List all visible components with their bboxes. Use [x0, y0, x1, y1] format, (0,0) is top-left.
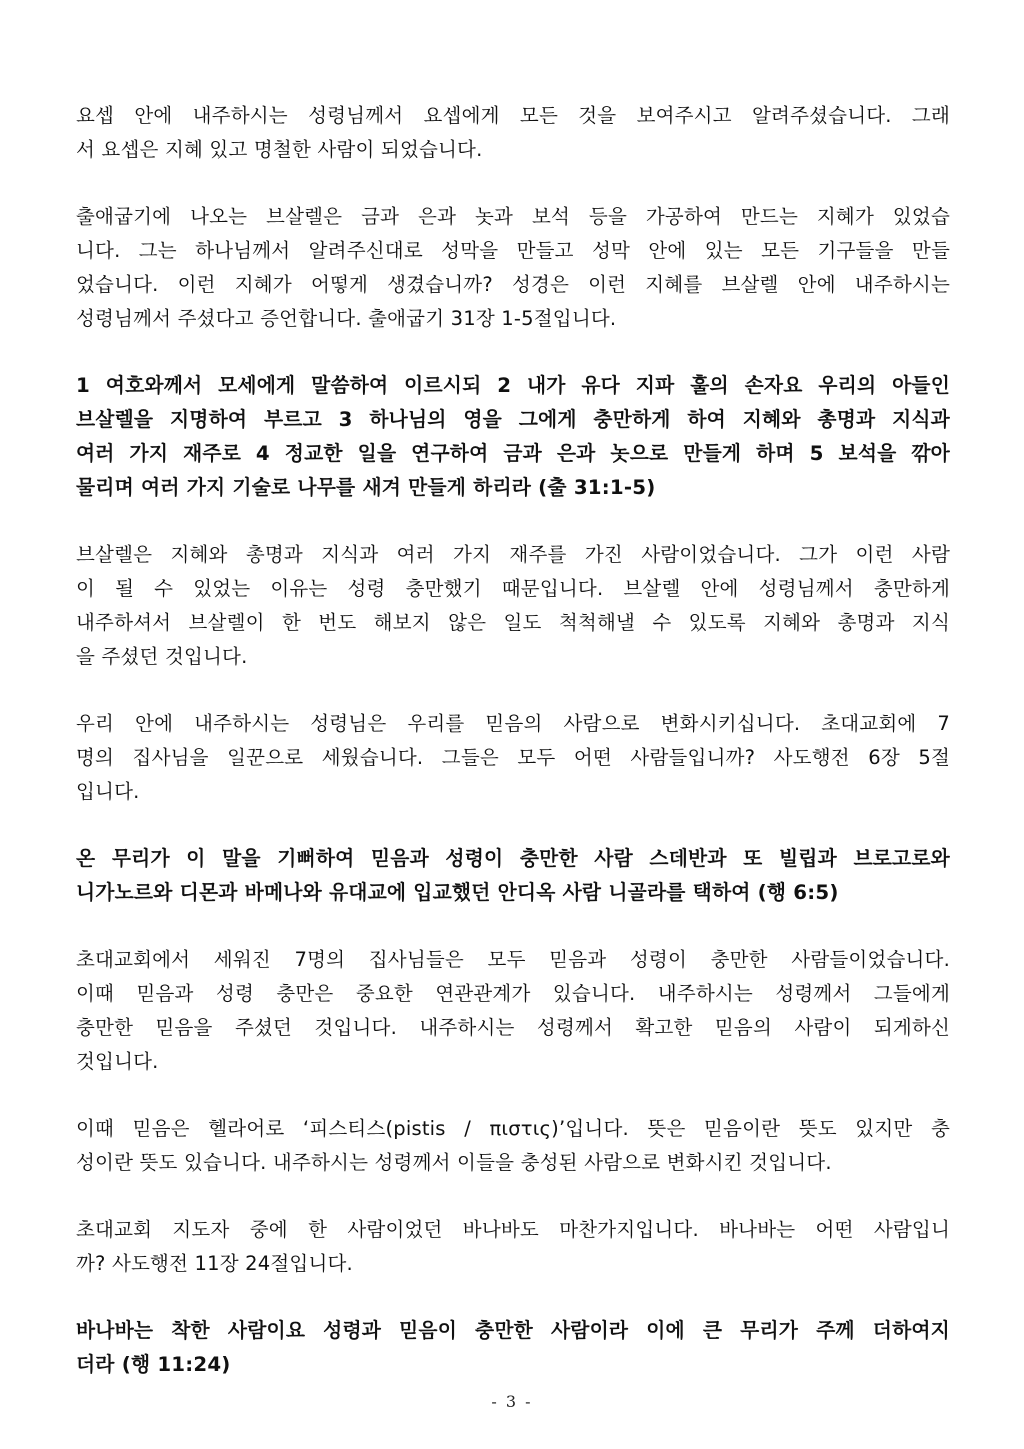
- text-line: 이때 믿음과 성령 충만은 중요한 연관관계가 있습니다. 내주하시는 성령께서 그들에게: [76, 982, 950, 1005]
- body-paragraph: [76, 707, 950, 809]
- scripture-quote: [76, 1314, 950, 1382]
- page-number: - 3 -: [491, 1392, 533, 1411]
- text-line: 었습니다. 이런 지혜가 어떻게 생겼습니까? 성경은 이런 지혜를 브살렐 안에 내주하시는: [76, 273, 950, 296]
- text-line: 까? 사도행전 11장 24절입니다.: [76, 1252, 353, 1275]
- text-line: 더라 (행 11:24): [76, 1353, 231, 1376]
- text-line: 온 무리가 이 말을 기뻐하여 믿음과 성령이 충만한 사람 스데반과 또 빌립과 브로고로와: [76, 847, 950, 870]
- body-paragraph: [76, 538, 950, 674]
- text-line: 이 될 수 있었는 이유는 성령 충만했기 때문입니다. 브살렐 안에 성령님께서 충만하게: [76, 577, 950, 600]
- text-line: 우리 안에 내주하시는 성령님은 우리를 믿음의 사람으로 변화시키십니다. 초대교회에 7: [76, 712, 950, 735]
- text-line: 1 여호와께서 모세에게 말씀하여 이르시되 2 내가 유다 지파 훌의 손자요 우리의 아들인: [76, 374, 950, 397]
- text-line: 이때 믿음은 헬라어로 ‘피스티스(pistis / πιστις)’입니다. 뜻은 믿음이란 뜻도 있지만 충: [76, 1117, 950, 1140]
- body-paragraph: [76, 1213, 950, 1281]
- text-line: 을 주셨던 것입니다.: [76, 645, 248, 668]
- text-line: 초대교회 지도자 중에 한 사람이었던 바나바도 마찬가지입니다. 바나바는 어떤 사람입니: [76, 1218, 950, 1241]
- scripture-quote: [76, 842, 950, 910]
- text-line: 니다. 그는 하나님께서 알려주신대로 성막을 만들고 성막 안에 있는 모든 기구들을 만들: [76, 239, 950, 262]
- body-paragraph: [76, 1112, 950, 1180]
- text-line: 명의 집사님을 일꾼으로 세웠습니다. 그들은 모두 어떤 사람들입니까? 사도행전 6장 5절: [76, 746, 950, 769]
- text-line: 성령님께서 주셨다고 증언합니다. 출애굽기 31장 1-5절입니다.: [76, 307, 617, 330]
- body-paragraph: [76, 99, 950, 167]
- text-line: 브살렐을 지명하여 부르고 3 하나님의 영을 그에게 충만하게 하여 지혜와 총명과 지식과: [76, 408, 950, 431]
- document-body: [76, 99, 950, 1415]
- text-line: 출애굽기에 나오는 브살렐은 금과 은과 놋과 보석 등을 가공하여 만드는 지혜가 있었습: [76, 205, 950, 228]
- text-line: 서 요셉은 지혜 있고 명철한 사람이 되었습니다.: [76, 138, 483, 161]
- body-paragraph: [76, 943, 950, 1079]
- text-line: 것입니다.: [76, 1050, 159, 1073]
- body-paragraph: [76, 200, 950, 336]
- text-line: 충만한 믿음을 주셨던 것입니다. 내주하시는 성령께서 확고한 믿음의 사람이 되게하신: [76, 1016, 950, 1039]
- text-line: 입니다.: [76, 780, 140, 803]
- text-line: 바나바는 착한 사람이요 성령과 믿음이 충만한 사람이라 이에 큰 무리가 주께 더하여지: [76, 1319, 950, 1342]
- text-line: 브살렐은 지혜와 총명과 지식과 여러 가지 재주를 가진 사람이었습니다. 그가 이런 사람: [76, 543, 950, 566]
- text-line: 초대교회에서 세워진 7명의 집사님들은 모두 믿음과 성령이 충만한 사람들이었습니다.: [76, 948, 950, 971]
- text-line: 요셉 안에 내주하시는 성령님께서 요셉에게 모든 것을 보여주시고 알려주셨습니다. 그래: [76, 104, 950, 127]
- scripture-quote: [76, 369, 950, 505]
- text-line: 성이란 뜻도 있습니다. 내주하시는 성령께서 이들을 충성된 사람으로 변화시킨 것입니다.: [76, 1151, 832, 1174]
- text-line: 니가노르와 디몬과 바메나와 유대교에 입교했던 안디옥 사람 니골라를 택하여 (행 6:5): [76, 881, 839, 904]
- text-line: 여러 가지 재주로 4 정교한 일을 연구하여 금과 은과 놋으로 만들게 하며 5 보석을 깎아: [76, 442, 950, 465]
- text-line: 물리며 여러 가지 기술로 나무를 새겨 만들게 하리라 (출 31:1-5): [76, 476, 656, 499]
- text-line: 내주하셔서 브살렐이 한 번도 해보지 않은 일도 척척해낼 수 있도록 지혜와 총명과 지식: [76, 611, 950, 634]
